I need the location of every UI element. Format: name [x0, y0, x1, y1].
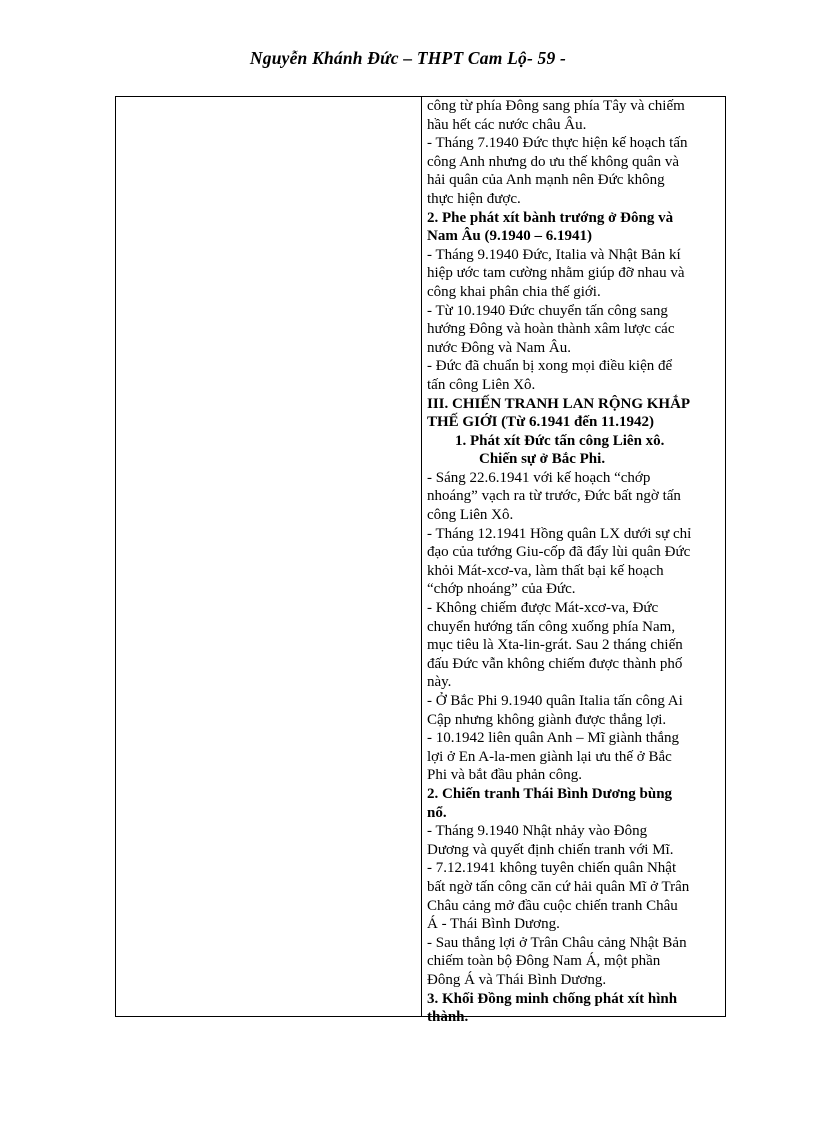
text-line: tấn công Liên Xô. [427, 376, 536, 393]
text-line: hiệp ước tam cường nhằm giúp đỡ nhau và [427, 265, 685, 282]
text-line: này. [427, 674, 452, 691]
text-line: - Ở Bắc Phi 9.1940 quân Italia tấn công Ai [427, 693, 683, 709]
text-line: - Đức đã chuẩn bị xong mọi điều kiện để [427, 358, 673, 375]
text-line: Phi và bắt đầu phản công. [427, 767, 582, 784]
text-line: hầu hết các nước châu Âu. [427, 116, 587, 133]
text-line: - Không chiếm được Mát-xcơ-va, Đức [427, 600, 659, 617]
left-column-empty [116, 97, 422, 1016]
text-line: - Tháng 9.1940 Nhật nhảy vào Đông [427, 823, 648, 840]
text-line: hải quân của Anh mạnh nên Đức không [427, 172, 665, 189]
text-line: - Sau thắng lợi ở Trân Châu cảng Nhật Bản [427, 934, 687, 951]
content-table [115, 96, 726, 1026]
text-line: “chớp nhoáng” của Đức. [427, 581, 576, 598]
text-line: Châu cảng mở đầu cuộc chiến tranh Châu [427, 897, 678, 914]
section-heading: Nam Âu (9.1940 – 6.1941) [427, 228, 592, 245]
text-line: Đông Á và Thái Bình Dương. [427, 971, 607, 988]
text-line: - Sáng 22.6.1941 với kế hoạch “chớp [427, 469, 651, 486]
text-line: đạo của tướng Giu-cốp đã đẩy lùi quân Đức [427, 544, 691, 561]
text-line: - 10.1942 liên quân Anh – Mĩ giành thắng [427, 730, 680, 747]
text-line: đấu Đức vẫn không chiếm được thành phố [427, 655, 683, 672]
section-heading: 3. Khối Đồng minh chống phát xít hình [427, 990, 678, 1007]
section-heading: thành. [427, 1009, 469, 1026]
text-line: thực hiện được. [427, 190, 521, 207]
right-column-text [423, 97, 725, 1026]
section-heading: 2. Chiến tranh Thái Bình Dương bùng [427, 785, 673, 802]
chapter-heading: THẾ GIỚI (Từ 6.1941 đến 11.1942) [427, 414, 654, 431]
text-line: mục tiêu là Xta-lin-grát. Sau 2 tháng chiến [427, 637, 683, 654]
text-line: Dương và quyết định chiến tranh với Mĩ. [427, 841, 674, 858]
section-heading: 2. Phe phát xít bành trướng ở Đông và [427, 209, 674, 226]
numbered-heading: 1. Phát xít Đức tấn công Liên xô. [455, 432, 665, 449]
text-line: - Tháng 9.1940 Đức, Italia và Nhật Bản kí [427, 246, 681, 263]
text-line: hướng Đông và hoàn thành xâm lược các [427, 321, 675, 338]
text-line: công khai phân chia thế giới. [427, 283, 601, 300]
text-line: khỏi Mát-xcơ-va, làm thất bại kế hoạch [427, 562, 664, 579]
text-line: công từ phía Đông sang phía Tây và chiếm [427, 98, 685, 114]
page-header: Nguyễn Khánh Đức – THPT Cam Lộ- 59 - [249, 48, 567, 68]
text-line: công Liên Xô. [427, 507, 514, 524]
section-heading: nổ. [427, 804, 447, 821]
text-line: bất ngờ tấn công căn cứ hải quân Mĩ ở Trân [427, 878, 690, 895]
text-line: chuyển hướng tấn công xuống phía Nam, [427, 618, 676, 635]
chapter-heading: III. CHIẾN TRANH LAN RỘNG KHẮP [427, 395, 691, 412]
text-line: lợi ở En A-la-men giành lại ưu thế ở Bắc [427, 748, 672, 765]
text-line: Á - Thái Bình Dương. [427, 916, 560, 933]
text-line: nhoáng” vạch ra từ trước, Đức bất ngờ tấn [427, 488, 681, 505]
text-line: - Tháng 12.1941 Hồng quân LX dưới sự chỉ [427, 525, 692, 542]
text-line: - 7.12.1941 không tuyên chiến quân Nhật [427, 860, 677, 877]
text-line: chiếm toàn bộ Đông Nam Á, một phần [427, 953, 661, 970]
text-line: - Từ 10.1940 Đức chuyển tấn công sang [427, 302, 668, 319]
text-line: Cập nhưng không giành được thắng lợi. [427, 711, 667, 728]
text-line: - Tháng 7.1940 Đức thực hiện kế hoạch tấn [427, 135, 688, 152]
text-line: nước Đông và Nam Âu. [427, 339, 571, 356]
text-line: công Anh nhưng do ưu thế không quân và [427, 153, 680, 170]
numbered-heading: Chiến sự ở Bắc Phi. [479, 451, 606, 468]
